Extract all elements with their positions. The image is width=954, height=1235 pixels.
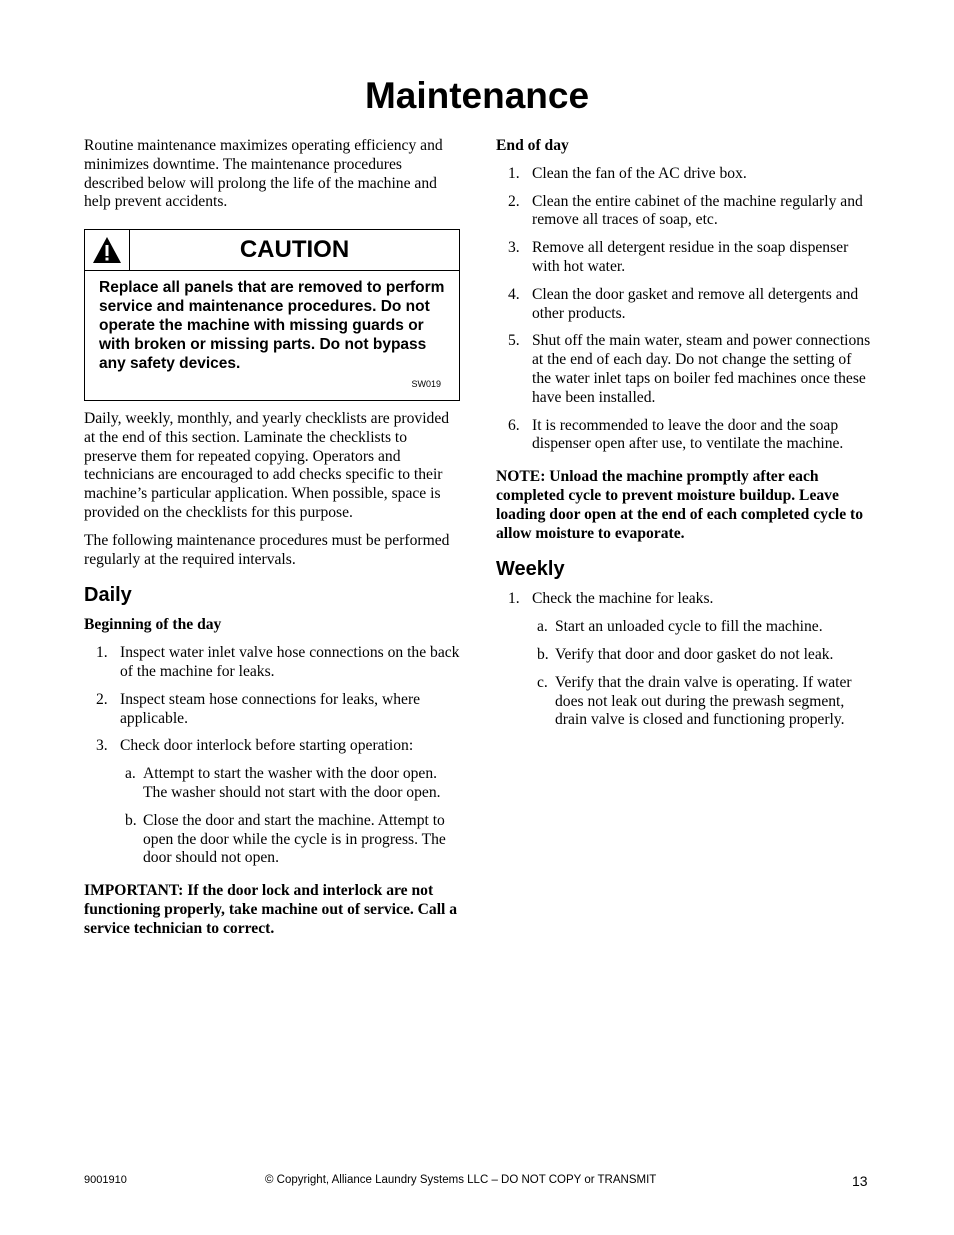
sub-list-item: c. Verify that the drain valve is operating. If water does not leak out during the prewash segment, drain valve is closed and functioning properly. xyxy=(537,673,852,729)
list-item: 3. Check door interlock before starting operation: xyxy=(96,737,414,755)
sub-list-item: a. Attempt to start the washer with the door open. The washer should not start with the door open. xyxy=(125,765,441,801)
page-number: 13 xyxy=(852,1173,868,1189)
caution-heading: CAUTION xyxy=(239,236,350,264)
checklist-paragraph: Daily, weekly, monthly, and yearly checklists are provided at the end of this section. Laminate the checklists to preserve them for repeated copying. Operators and technicians are encouraged to add checks specific to their machine’s particular application. When possible, space is provided on the checklists for this purpose. xyxy=(84,409,450,521)
list-item: 1. Inspect water inlet valve hose connections on the back of the machine for leaks. xyxy=(96,644,460,680)
end-of-day-list xyxy=(496,165,871,454)
sub-list-item: b. Close the door and start the machine. Attempt to open the door while the cycle is in progress. The door should not open. xyxy=(125,811,446,867)
weekly-heading: Weekly xyxy=(496,558,565,581)
caution-header xyxy=(85,230,459,271)
intro-paragraph: Routine maintenance maximizes operating efficiency and minimizes downtime. The maintenance procedures described below will prolong the life of the machine and help prevent accidents. xyxy=(84,137,443,211)
beginning-of-day-heading: Beginning of the day xyxy=(84,616,222,634)
caution-box xyxy=(84,229,460,401)
beginning-of-day-list xyxy=(84,644,460,868)
intervals-paragraph: The following maintenance procedures must be performed regularly at the required intervals. xyxy=(84,531,450,568)
copyright-notice: © Copyright, Alliance Laundry Systems LLC – DO NOT COPY or TRANSMIT xyxy=(265,1174,657,1186)
caution-text: Replace all panels that are removed to perform service and maintenance procedures. Do not operate the machine with missing guards or with broken or missing parts. Do not bypass any safety devices. xyxy=(99,279,445,373)
page-title: Maintenance xyxy=(364,75,590,116)
note-paragraph: NOTE: Unload the machine promptly after each completed cycle to prevent moisture buildup. Leave loading door open at the end of each completed cycle to allow moisture to evaporate. xyxy=(496,468,864,542)
list-item: 4. Clean the door gasket and remove all detergents and other products. xyxy=(508,285,859,322)
caution-code: SW019 xyxy=(411,379,441,390)
daily-heading: Daily xyxy=(84,584,132,607)
list-item: 3. Remove all detergent residue in the soap dispenser with hot water. xyxy=(508,239,849,275)
list-item: 2. Inspect steam hose connections for leaks, where applicable. xyxy=(96,690,421,727)
sub-list-item: a. Start an unloaded cycle to fill the machine. xyxy=(537,618,823,636)
left-column xyxy=(84,137,460,948)
list-item: 1. Check the machine for leaks. xyxy=(508,590,714,608)
list-item: 1. Clean the fan of the AC drive box. xyxy=(508,164,747,182)
sub-list-item: b. Verify that door and door gasket do not leak. xyxy=(537,645,834,663)
list-item: 5. Shut off the main water, steam and power connections at the end of each day. Do not change the setting of the water inlet taps on boiler fed machines once these have been installed. xyxy=(508,332,871,406)
important-note: IMPORTANT: If the door lock and interlock are not functioning properly, take machine out of service. Call a service technician to correct. xyxy=(84,882,458,937)
document-number: 9001910 xyxy=(84,1174,127,1186)
right-column xyxy=(496,137,871,739)
end-of-day-heading: End of day xyxy=(496,137,569,154)
list-item: 2. Clean the entire cabinet of the machine regularly and remove all traces of soap, etc. xyxy=(508,192,863,229)
weekly-list xyxy=(496,590,871,730)
warning-triangle-icon xyxy=(85,230,130,270)
list-item: 6. It is recommended to leave the door and the soap dispenser open after use, to ventilate the machine. xyxy=(508,416,844,453)
